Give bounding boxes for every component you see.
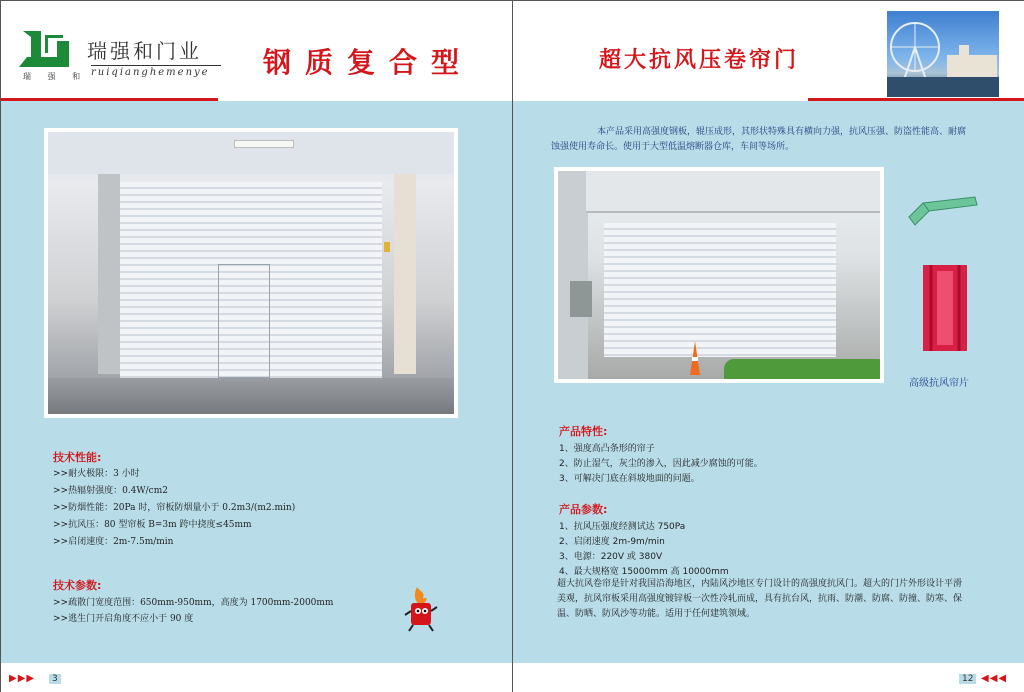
tech-params-line: >>疏散门宽度范围：650mm-950mm，高度为 1700mm-2000mm bbox=[53, 598, 334, 608]
param-line: 1、抗风压强度经测试达 750Pa bbox=[559, 522, 686, 532]
company-name: 瑞强和门业 bbox=[87, 39, 202, 63]
tech-performance-title: 技术性能: bbox=[53, 451, 102, 464]
tech-performance-line: >>防烟性能：20Pa 时，帘板防烟量小于 0.2m3/(m2.min) bbox=[53, 503, 296, 513]
tech-performance-line: >>抗风压：80 型帘板 B=3m 跨中挠度≤45mm bbox=[53, 520, 252, 530]
product-intro: 本产品采用高强度钢板，辊压成形，其形状特殊具有横向力强，抗风压强、防盗性能高、耐腐蚀强使用寿命长。使用于大型低温熔断器仓库，车间等场所。 bbox=[551, 127, 967, 152]
steel-door-photo bbox=[44, 128, 458, 418]
company-logo-icon bbox=[17, 27, 71, 69]
params-paragraph: 超大抗风卷帘是针对我国沿海地区，内陆风沙地区专门设计的高强度抗风门。超大的门片外形设计平滑美观，抗风帘板采用高强度镀锌板一次性冷轧而成，具有抗台风，抗雨、防潮、防腐、防撞、防寒、保温、防晒、防风沙等功能。适用于任何建筑领域。 bbox=[557, 579, 963, 619]
page-title-right: 超大抗风压卷帘门 bbox=[599, 47, 800, 73]
left-content bbox=[1, 101, 513, 663]
param-line: 4、最大规格宽 15000mm 高 10000mm bbox=[559, 567, 729, 577]
right-page bbox=[512, 0, 1024, 692]
footer-arrows-left: ▶▶▶ bbox=[9, 673, 36, 684]
tech-performance-line: >>耐火极限：3 小时 bbox=[53, 469, 140, 479]
footer-arrows-right: ◀◀◀ bbox=[981, 673, 1008, 684]
page-number-left: 3 bbox=[49, 674, 61, 684]
param-line: 3、电源：220V 或 380V bbox=[559, 552, 663, 562]
features-title: 产品特性: bbox=[559, 425, 608, 438]
red-slat-icon bbox=[915, 261, 975, 357]
page-number-right: 12 bbox=[959, 674, 976, 684]
tech-params-line: >>逃生门开启角度不应小于 90 度 bbox=[53, 614, 194, 624]
slat-caption: 高级抗风帘片 bbox=[909, 378, 969, 389]
ferris-wheel-photo bbox=[887, 11, 999, 97]
feature-line: 2、防止湿气，灰尘的渗入，因此减少腐蚀的可能。 bbox=[559, 459, 763, 469]
right-content bbox=[513, 101, 1024, 663]
right-header bbox=[513, 1, 1024, 101]
tech-params-title: 技术参数: bbox=[53, 579, 102, 592]
tech-performance-line: >>热辐射强度：0.4W/cm2 bbox=[53, 486, 168, 496]
right-footer bbox=[513, 663, 1024, 692]
ferris-wheel-icon bbox=[887, 11, 999, 97]
param-line: 2、启闭速度 2m-9m/min bbox=[559, 537, 665, 547]
params-title: 产品参数: bbox=[559, 503, 608, 516]
left-footer bbox=[1, 663, 513, 692]
left-header bbox=[1, 1, 513, 101]
traffic-cone-icon bbox=[688, 339, 702, 379]
page-title-left: 钢质复合型 bbox=[263, 46, 474, 79]
feature-line: 1、强度高凸条形的帘子 bbox=[559, 444, 655, 454]
green-slat-icon bbox=[905, 191, 981, 231]
windproof-door-photo bbox=[554, 167, 884, 383]
company-pinyin: ruiqianghemenye bbox=[91, 65, 221, 78]
logo-small-text: 瑞 强 和 bbox=[23, 72, 88, 81]
feature-line: 3、可解决门底在斜坡地面的问题。 bbox=[559, 474, 700, 484]
fire-mascot-icon bbox=[399, 585, 441, 633]
tech-performance-line: >>启闭速度：2m-7.5m/min bbox=[53, 537, 174, 547]
